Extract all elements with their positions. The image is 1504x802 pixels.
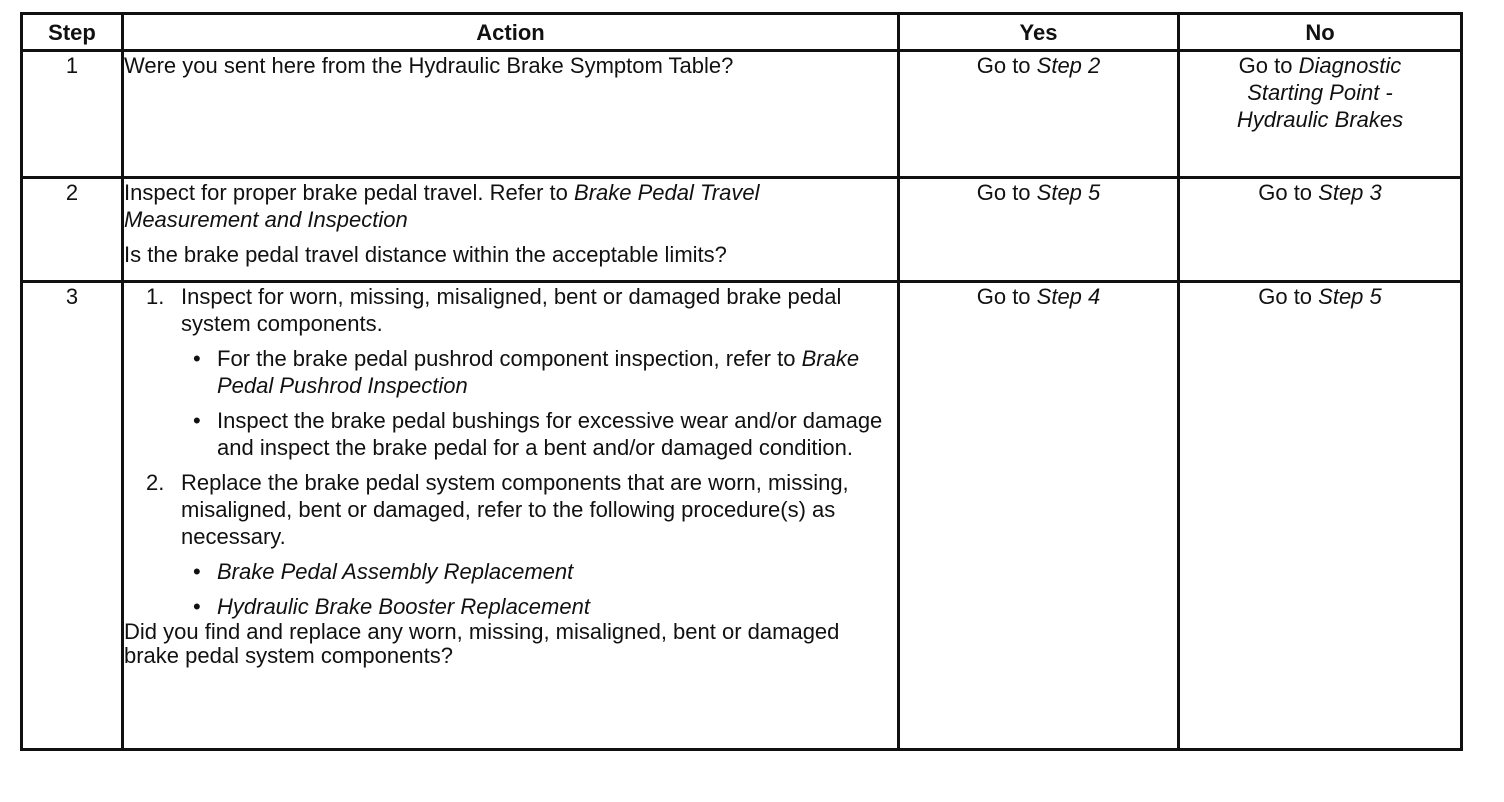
numbered-item-1 — [124, 283, 897, 337]
yes-cell — [899, 178, 1179, 282]
no-link[interactable]: Step 5 — [1318, 284, 1382, 309]
header-yes: Yes — [899, 14, 1179, 51]
table-row-step-1 — [22, 51, 1462, 178]
yes-prefix: Go to — [976, 53, 1037, 78]
bullet-item — [124, 407, 897, 461]
no-cell — [1179, 282, 1462, 750]
table-row-step-2 — [22, 178, 1462, 282]
bullet-link[interactable]: Brake Pedal Pushrod Inspection — [217, 346, 860, 398]
header-action: Action — [123, 14, 899, 51]
action-instruction — [124, 179, 897, 233]
procedure-link[interactable]: Brake Pedal Assembly Replacement — [217, 559, 574, 584]
item-text: Replace the brake pedal system components that are worn, missing, misaligned, bent or damaged, refer to the following procedure(s) as necessary. — [181, 470, 849, 549]
instruction-link[interactable]: Brake Pedal Travel Measurement and Inspection — [124, 180, 760, 232]
action-question: Were you sent here from the Hydraulic Brake Symptom Table? — [124, 53, 734, 78]
action-question: Is the brake pedal travel distance within the acceptable limits? — [124, 242, 727, 267]
action-question: Did you find and replace any worn, missing, misaligned, bent or damaged brake pedal system components? — [124, 619, 840, 668]
bullet-item — [124, 558, 897, 585]
item-number: 2. — [146, 470, 165, 495]
procedure-link[interactable]: Hydraulic Brake Booster Replacement — [217, 594, 590, 619]
yes-cell — [899, 51, 1179, 178]
diagnostic-table — [20, 12, 1463, 751]
bullet-item — [124, 593, 897, 620]
instruction-prefix: Inspect for proper brake pedal travel. Refer to — [124, 180, 575, 205]
yes-link[interactable]: Step 5 — [1036, 180, 1101, 205]
numbered-item-2 — [124, 469, 897, 550]
action-cell — [123, 178, 899, 282]
header-no: No — [1179, 14, 1462, 51]
no-prefix: Go to — [1258, 284, 1319, 309]
table-row-step-3 — [22, 282, 1462, 750]
bullet-icon: • — [193, 346, 201, 371]
step-number: 2 — [22, 178, 123, 282]
action-cell — [123, 51, 899, 178]
header-row — [22, 14, 1462, 51]
action-cell — [123, 282, 899, 750]
no-prefix: Go to — [1238, 53, 1299, 78]
bullet-text: Inspect the brake pedal bushings for excessive wear and/or damage and inspect the brake pedal for a bent and/or damaged condition. — [217, 408, 883, 460]
item-number: 1. — [146, 284, 165, 309]
header-step: Step — [22, 14, 123, 51]
no-cell — [1179, 178, 1462, 282]
step-number: 3 — [22, 282, 123, 750]
bullet-icon: • — [193, 559, 201, 584]
yes-cell — [899, 282, 1179, 750]
no-link[interactable]: Diagnostic Starting Point - Hydraulic Brakes — [1236, 53, 1404, 132]
item-text: Inspect for worn, missing, misaligned, bent or damaged brake pedal system components. — [181, 284, 842, 336]
step-number: 1 — [22, 51, 123, 178]
bullet-item — [124, 345, 897, 399]
yes-link[interactable]: Step 4 — [1036, 284, 1101, 309]
no-prefix: Go to — [1258, 180, 1319, 205]
yes-prefix: Go to — [976, 180, 1037, 205]
yes-link[interactable]: Step 2 — [1036, 53, 1101, 78]
bullet-icon: • — [193, 408, 201, 433]
bullet-icon: • — [193, 594, 201, 619]
yes-prefix: Go to — [976, 284, 1037, 309]
no-link[interactable]: Step 3 — [1318, 180, 1382, 205]
no-cell — [1179, 51, 1462, 178]
bullet-prefix: For the brake pedal pushrod component inspection, refer to — [217, 346, 802, 371]
